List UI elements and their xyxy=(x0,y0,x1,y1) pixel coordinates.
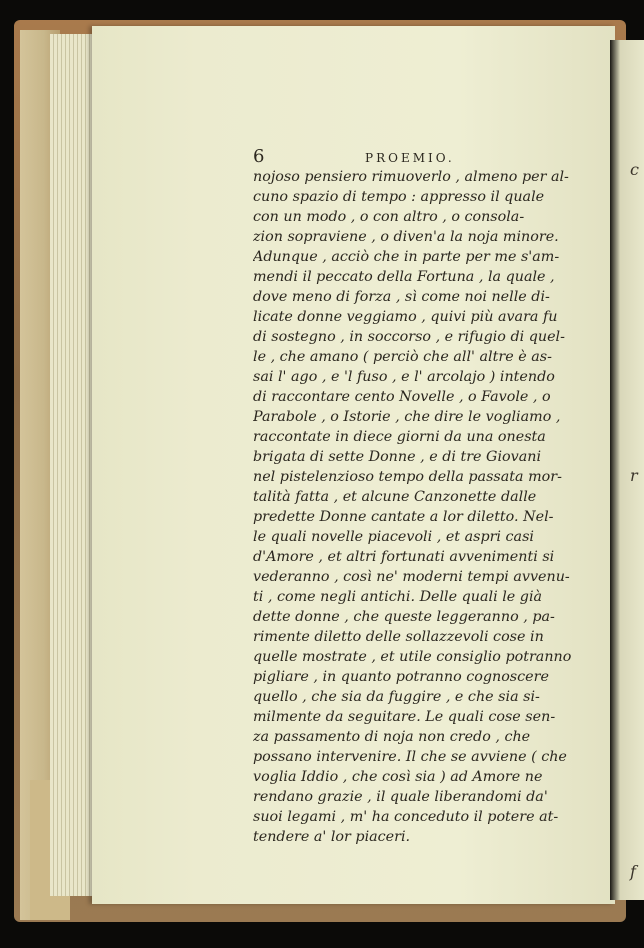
text-line: nel pistelenzioso tempo della passata mor- xyxy=(253,469,562,485)
text-line: ti , come negli antichi. Delle quali le già xyxy=(253,589,543,605)
text-line: sai l' ago , e 'l fuso , e l' arcolajo ) intendo xyxy=(253,369,555,385)
text-line: rimente diletto delle sollazzevoli cose in xyxy=(253,629,544,645)
text-line: le quali novelle piacevoli , et aspri casi xyxy=(253,529,534,545)
running-head: PROEMIO. xyxy=(365,151,455,165)
text-line: rendano grazie , il quale liberandomi da' xyxy=(253,789,548,805)
text-line: talità fatta , et alcune Canzonette dalle xyxy=(253,489,537,505)
text-line: suoi legami , m' ha conceduto il potere at- xyxy=(253,809,559,825)
text-line: con un modo , o con altro , o consola- xyxy=(253,209,525,225)
text-line: zion sopraviene , o diven'a la noja minore. xyxy=(253,229,559,245)
text-line: quelle mostrate , et utile consiglio potranno xyxy=(253,649,571,665)
text-line: di sostegno , in soccorso , e rifugio di quel- xyxy=(253,329,565,345)
text-line: mendi il peccato della Fortuna , la quale , xyxy=(253,269,555,285)
text-line: di raccontare cento Novelle , o Favole , o xyxy=(253,389,551,405)
text-line: milmente da seguitare. Le quali cose sen- xyxy=(253,709,556,725)
text-line: Parabole , o Istorie , che dire le vogliamo , xyxy=(253,409,561,425)
text-line: tendere a' lor piaceri. xyxy=(253,829,411,845)
text-line: le , che amano ( perciò che all' altre è as- xyxy=(253,349,552,365)
facing-page-letter: f xyxy=(630,862,636,881)
text-line: cuno spazio di tempo : appresso il quale xyxy=(253,189,545,205)
text-line: brigata di sette Donne , e di tre Giovani xyxy=(253,449,542,465)
text-line: Adunque , acciò che in parte per me s'am- xyxy=(253,249,560,265)
text-line: dette donne , che queste leggeranno , pa- xyxy=(253,609,555,625)
text-line: d'Amore , et altri fortunati avvenimenti si xyxy=(253,549,555,565)
text-line: dove meno di forza , sì come noi nelle di- xyxy=(253,289,550,305)
facing-page-letter: c xyxy=(630,160,639,179)
text-line: licate donne veggiamo , quivi più avara fu xyxy=(253,309,558,325)
facing-page-letter: r xyxy=(630,466,638,485)
text-line: possano intervenire. Il che se avviene ( che xyxy=(253,749,567,765)
text-line: nojoso pensiero rimuoverlo , almeno per al- xyxy=(253,169,569,185)
text-line: predette Donne cantate a lor diletto. Nel- xyxy=(253,509,554,525)
text-line: vederanno , così ne' moderni tempi avvenu- xyxy=(253,569,570,585)
text-line: za passamento di noja non credo , che xyxy=(253,729,531,745)
text-line: voglia Iddio , che così sia ) ad Amore ne xyxy=(253,769,543,785)
page-number: 6 xyxy=(253,146,265,167)
text-line: pigliare , in quanto potranno cognoscere xyxy=(253,669,549,685)
text-line: quello , che sia da fuggire , e che sia si- xyxy=(253,689,540,705)
body-text xyxy=(253,167,571,847)
text-line: raccontate in diece giorni da una onesta xyxy=(253,429,546,445)
